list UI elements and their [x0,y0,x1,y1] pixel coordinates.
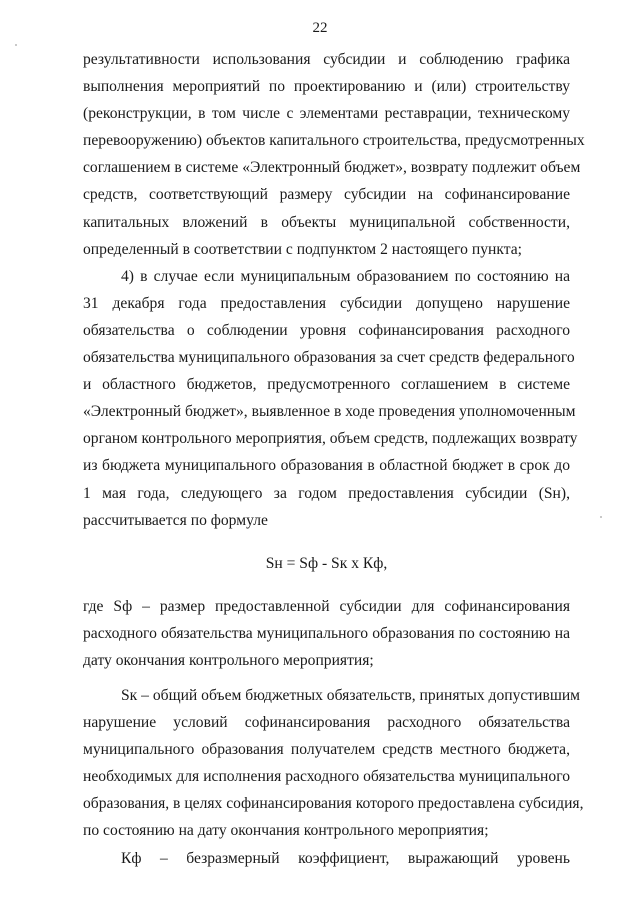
text-line: расходного обязательства муниципального образования по состоянию на [83,624,570,642]
text-line: обязательства о соблюдении уровня софинансирования расходного [83,321,570,339]
text-line: Sк – общий объем бюджетных обязательств, принятых допустившим [121,686,581,704]
text-line: и областного бюджетов, предусмотренного соглашением в системе [83,376,570,394]
text-line: из бюджета муниципального образования в областной бюджет в срок до [83,457,570,475]
paragraph-gap [83,674,570,682]
paragraph-item-4 [83,263,578,534]
text-line: дату окончания контрольного мероприятия; [83,651,374,669]
text-line: Кф – безразмерный коэффициент, выражающий уровень [121,849,570,867]
text-line: муниципального образования получателем средств местного бюджета, [83,741,570,759]
text-line: соглашением в системе «Электронный бюджет», возврату подлежит объем [83,159,581,177]
text-line: органом контрольного мероприятия, объем средств, подлежащих возврату [83,430,578,448]
text-line: по состоянию на дату окончания контрольного мероприятия; [83,822,489,840]
text-line: средств, соответствующий размеру субсидии на софинансирование [83,186,570,204]
text-line: перевооружению) объектов капитального строительства, предусмотренных [83,132,585,150]
text-line: 1 мая года, следующего за годом предоставления субсидии (Sн), [83,484,570,502]
text-line: нарушение условий софинансирования расходного обязательства [83,714,570,732]
text-line: «Электронный бюджет», выявленное в ходе проведения уполномоченным [83,403,576,421]
text-line: определенный в соответствии с подпунктом 2 настоящего пункта; [83,240,522,258]
definition-sk [83,682,584,845]
text-line: образования, в целях софинансирования которого предоставлена субсидия, [83,795,584,813]
text-line: где Sф – размер предоставленной субсидии для софинансирования [83,597,570,615]
document-body [83,46,585,872]
paragraph-continuation [83,46,585,263]
scan-speck [15,44,17,46]
text-line: выполнения мероприятий по проектированию и (или) строительству [83,78,570,96]
scan-speck [600,516,602,518]
text-line: 31 декабря года предоставления субсидии допущено нарушение [83,294,570,312]
page-number: 22 [312,20,328,36]
formula: Sн = Sф - Sк х Кф, [265,554,388,572]
text-line: рассчитывается по формуле [83,511,268,529]
definition-sf [83,593,570,674]
text-line: 4) в случае если муниципальным образованием по состоянию на [121,267,570,285]
text-line: необходимых для исполнения расходного обязательства муниципального [83,768,570,786]
text-line: (реконструкции, в том числе с элементами реставрации, техническому [83,105,570,123]
definition-kf [83,845,570,872]
text-line: обязательства муниципального образования за счет средств федерального [83,349,575,367]
text-line: капитальных вложений в объекты муниципальной собственности, [83,213,570,231]
text-line: результативности использования субсидии и соблюдению графика [83,51,570,68]
